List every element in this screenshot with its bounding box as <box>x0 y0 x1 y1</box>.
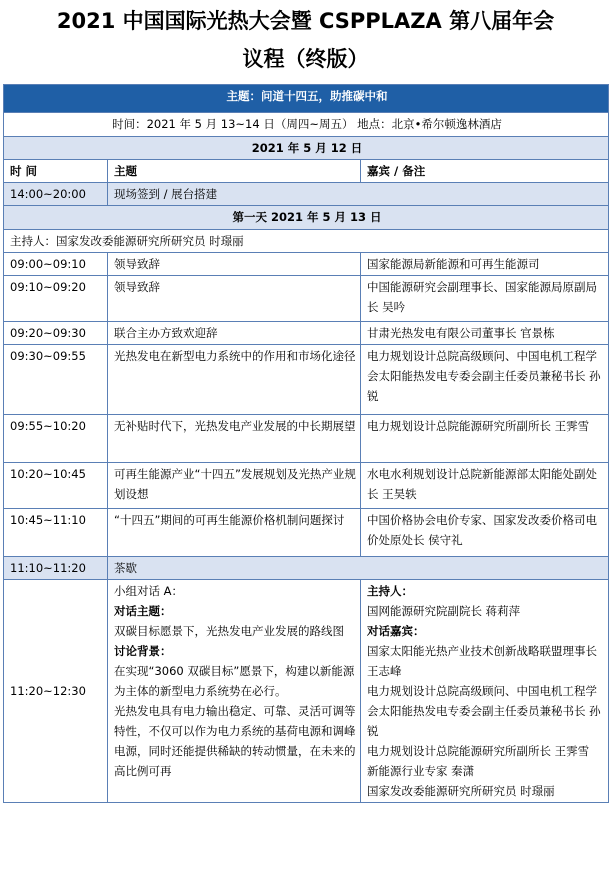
panel-host-label: 主持人： <box>367 584 413 598</box>
column-header-row <box>4 160 609 183</box>
document-title: 2021 中国国际光热大会暨 CSPPLAZA 第八届年会 <box>56 9 555 33</box>
table-row <box>4 463 609 509</box>
row-topic: 可再生能源产业“十四五”发展规划及光热产业规划设想 <box>108 463 361 509</box>
row-guest: 中国价格协会电价专家、国家发改委价格司电价处原处长 侯守礼 <box>361 509 609 557</box>
row-guest: 国家能源局新能源和可再生能源司 <box>361 253 609 276</box>
row-time: 10:20~10:45 <box>4 463 108 509</box>
theme-text: 主题：问道十四五，助推碳中和 <box>4 85 609 113</box>
row-time: 09:20~09:30 <box>4 322 108 345</box>
document-subtitle: 议程（终版） <box>242 47 369 71</box>
panel-topic <box>108 580 361 803</box>
tea-break-row <box>4 557 609 580</box>
panel-background-text-2: 光热发电具有电力输出稳定、可靠、灵活可调等特性，不仅可以作为电力系统的基荷电源和调峰电源，同时还能提供稀缺的转动惯量，在未来的高比例可再 <box>114 704 356 778</box>
panel-guest: 国家发改委能源研究所研究员 时璟丽 <box>367 784 555 798</box>
day1-label: 第一天 2021 年 5 月 13 日 <box>4 206 609 230</box>
panel-background-text-1: 在实现“3060 双碳目标”愿景下，构建以新能源为主体的新型电力系统势在必行。 <box>114 664 355 698</box>
row-guest: 水电水利规划设计总院新能源部太阳能处副处长 王昊轶 <box>361 463 609 509</box>
row-time: 09:10~09:20 <box>4 276 108 322</box>
row-time: 09:00~09:10 <box>4 253 108 276</box>
panel-guest: 电力规划设计总院高级顾问、中国电机工程学会太阳能热发电专委会副主任委员兼秘书长 孙锐 <box>367 684 601 738</box>
column-header-guest: 嘉宾 / 备注 <box>361 160 609 183</box>
panel-background-label: 讨论背景： <box>114 644 172 658</box>
row-topic: 领导致辞 <box>108 253 361 276</box>
date-may12: 2021 年 5 月 12 日 <box>4 137 609 160</box>
checkin-time: 14:00~20:00 <box>4 183 108 206</box>
day1-row <box>4 206 609 230</box>
panel-time: 11:20~12:30 <box>4 580 108 803</box>
checkin-topic: 现场签到 / 展台搭建 <box>108 183 609 206</box>
panel-guest: 国家太阳能光热产业技术创新战略联盟理事长 王志峰 <box>367 644 597 678</box>
row-time: 09:55~10:20 <box>4 415 108 463</box>
row-guest: 甘肃光热发电有限公司董事长 官景栋 <box>361 322 609 345</box>
table-row <box>4 345 609 415</box>
row-guest: 中国能源研究会副理事长、国家能源局原副局长 吴吟 <box>361 276 609 322</box>
row-guest: 电力规划设计总院高级顾问、中国电机工程学会太阳能热发电专委会副主任委员兼秘书长 孙锐 <box>361 345 609 415</box>
column-header-topic: 主题 <box>108 160 361 183</box>
tea-time: 11:10~11:20 <box>4 557 108 580</box>
agenda-table <box>3 84 609 803</box>
table-row <box>4 415 609 463</box>
column-header-time: 时 间 <box>4 160 108 183</box>
panel-intro: 小组对话 A： <box>114 584 184 598</box>
row-topic: 联合主办方致欢迎辞 <box>108 322 361 345</box>
panel-guests <box>361 580 609 803</box>
row-topic: “十四五”期间的可再生能源价格机制问题探讨 <box>108 509 361 557</box>
checkin-row <box>4 183 609 206</box>
host-row <box>4 230 609 253</box>
time-location-text: 时间：2021 年 5 月 13~14 日（周四~周五） 地点：北京•希尔顿逸林酒店 <box>4 113 609 137</box>
row-topic: 领导致辞 <box>108 276 361 322</box>
table-row <box>4 276 609 322</box>
table-row <box>4 322 609 345</box>
panel-theme-label: 对话主题： <box>114 604 172 618</box>
panel-theme-text: 双碳目标愿景下，光热发电产业发展的路线图 <box>114 624 344 638</box>
info-row <box>4 113 609 137</box>
panel-host-text: 国网能源研究院副院长 蒋莉萍 <box>367 604 521 618</box>
row-time: 09:30~09:55 <box>4 345 108 415</box>
panel-row <box>4 580 609 803</box>
row-time: 10:45~11:10 <box>4 509 108 557</box>
date-row-may12 <box>4 137 609 160</box>
row-topic: 无补贴时代下，光热发电产业发展的中长期展望 <box>108 415 361 463</box>
tea-topic: 茶歇 <box>108 557 609 580</box>
table-row <box>4 509 609 557</box>
host-text: 主持人：国家发改委能源研究所研究员 时璟丽 <box>4 230 609 253</box>
panel-guest: 新能源行业专家 秦潇 <box>367 764 475 778</box>
row-topic: 光热发电在新型电力系统中的作用和市场化途径 <box>108 345 361 415</box>
row-guest: 电力规划设计总院能源研究所副所长 王霁雪 <box>361 415 609 463</box>
theme-row <box>4 85 609 113</box>
panel-guest: 电力规划设计总院能源研究所副所长 王霁雪 <box>367 744 590 758</box>
panel-guests-label: 对话嘉宾： <box>367 624 425 638</box>
table-row <box>4 253 609 276</box>
